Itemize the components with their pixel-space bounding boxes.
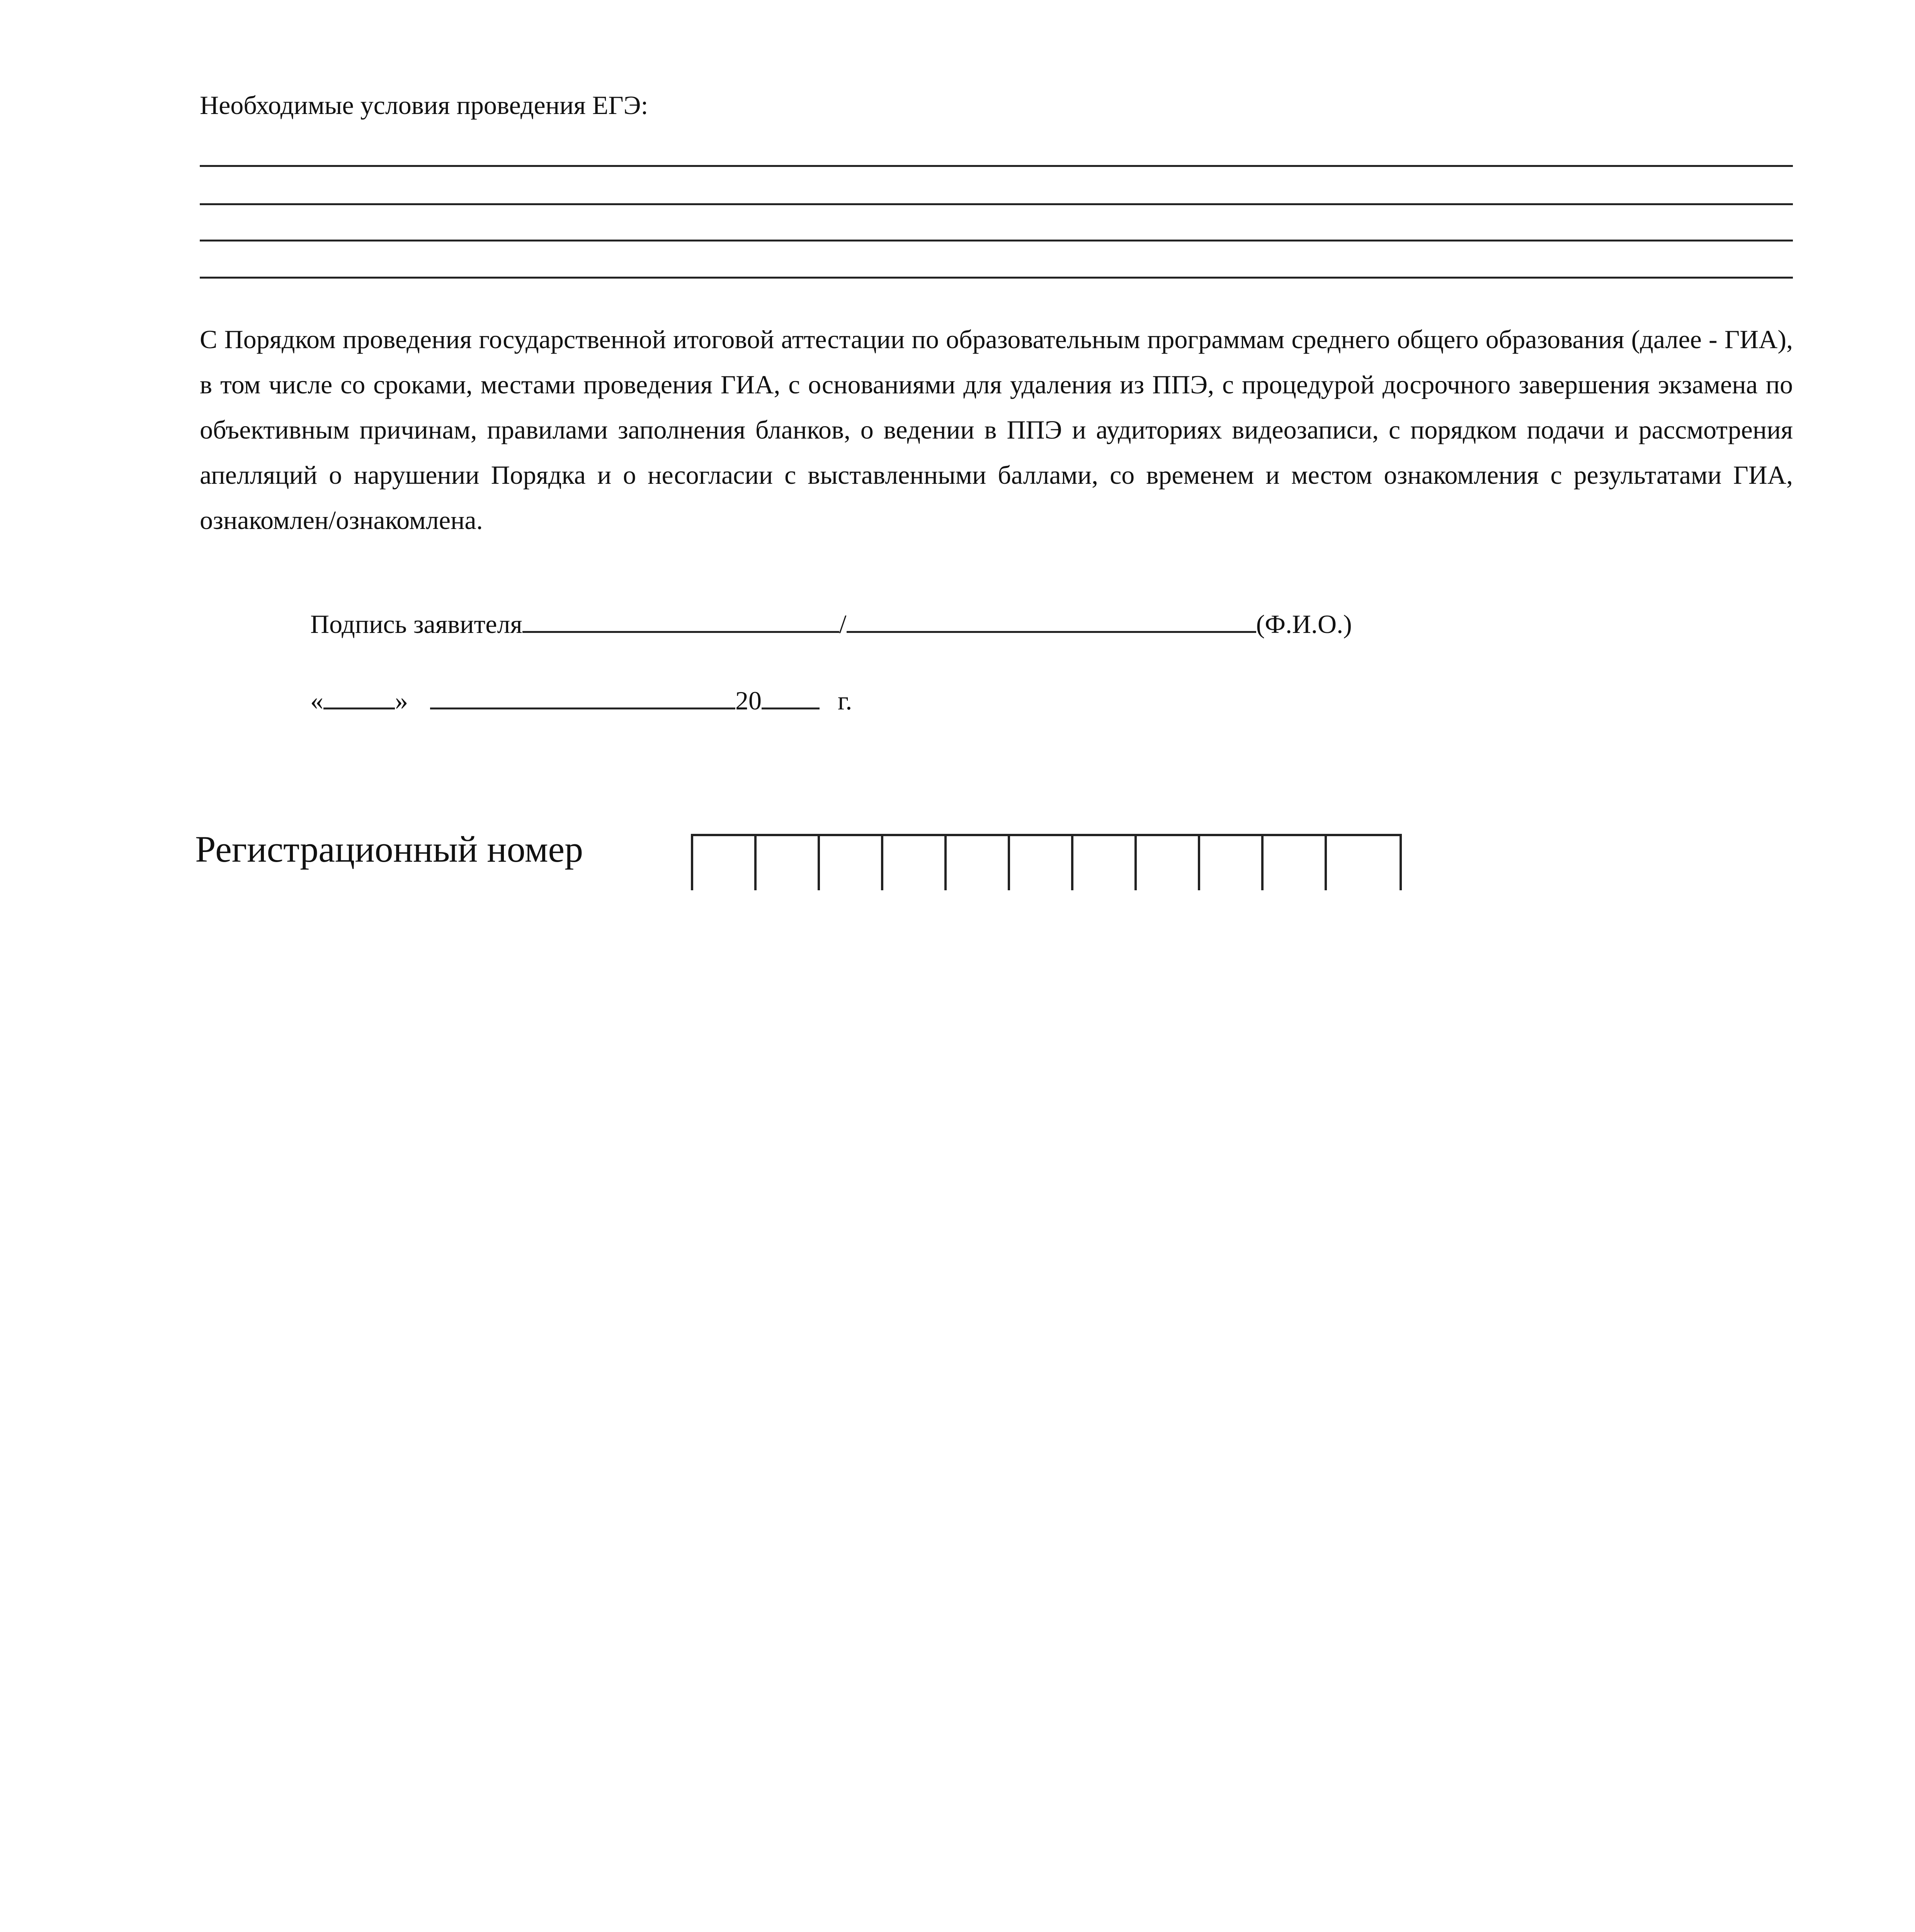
registration-cell-10[interactable] [1261, 836, 1264, 890]
date-year-prefix: 20 [735, 686, 762, 715]
signature-separator: / [839, 609, 847, 639]
conditions-line-1[interactable] [200, 165, 1793, 167]
registration-cell-4[interactable] [881, 836, 883, 890]
registration-cell-1[interactable] [691, 836, 693, 890]
registration-cell-9[interactable] [1198, 836, 1200, 890]
date-open-quote: « [310, 686, 323, 715]
registration-cell-6[interactable] [1008, 836, 1010, 890]
signature-label: Подпись заявителя [310, 609, 522, 639]
registration-cell-7[interactable] [1071, 836, 1073, 890]
registration-cell-5[interactable] [944, 836, 947, 890]
registration-cell-11[interactable] [1325, 836, 1327, 890]
registration-cell-2[interactable] [754, 836, 757, 890]
signature-row [310, 607, 1352, 641]
registration-cell-3[interactable] [818, 836, 820, 890]
date-year-field[interactable] [762, 684, 820, 709]
fio-label: (Ф.И.О.) [1256, 609, 1352, 639]
acknowledgement-paragraph: С Порядком проведения государственной итоговой аттестации по образовательным программам среднего общего образования (далее - ГИА), в том числе со сроками, местами проведения ГИА, с основаниями для удаления из ППЭ, с процедурой досрочного завершения экзамена по объективным причинам, правилами заполнения бланков, о ведении в ППЭ и аудиториях видеозаписи, с порядком подачи и рассмотрения апелляций о нарушении Порядка и о несогласии с выставленными баллами, со временем и местом ознакомления с результатами ГИА, ознакомлен/ознакомлена. [200, 325, 1793, 535]
date-close-quote: » [395, 686, 408, 715]
conditions-heading: Необходимые условия проведения ЕГЭ: [200, 90, 648, 120]
date-day-field[interactable] [323, 684, 395, 709]
date-year-suffix: г. [838, 686, 852, 715]
signature-field[interactable] [522, 608, 839, 633]
conditions-line-3[interactable] [200, 240, 1793, 242]
registration-number-boxes [691, 834, 1402, 890]
date-row [310, 683, 852, 718]
registration-cell-end [1400, 836, 1402, 890]
conditions-line-2[interactable] [200, 203, 1793, 205]
fio-field[interactable] [847, 608, 1256, 633]
date-month-field[interactable] [430, 684, 735, 709]
registration-label: Регистрационный номер [195, 828, 583, 870]
conditions-line-4[interactable] [200, 277, 1793, 279]
registration-cell-8[interactable] [1134, 836, 1137, 890]
